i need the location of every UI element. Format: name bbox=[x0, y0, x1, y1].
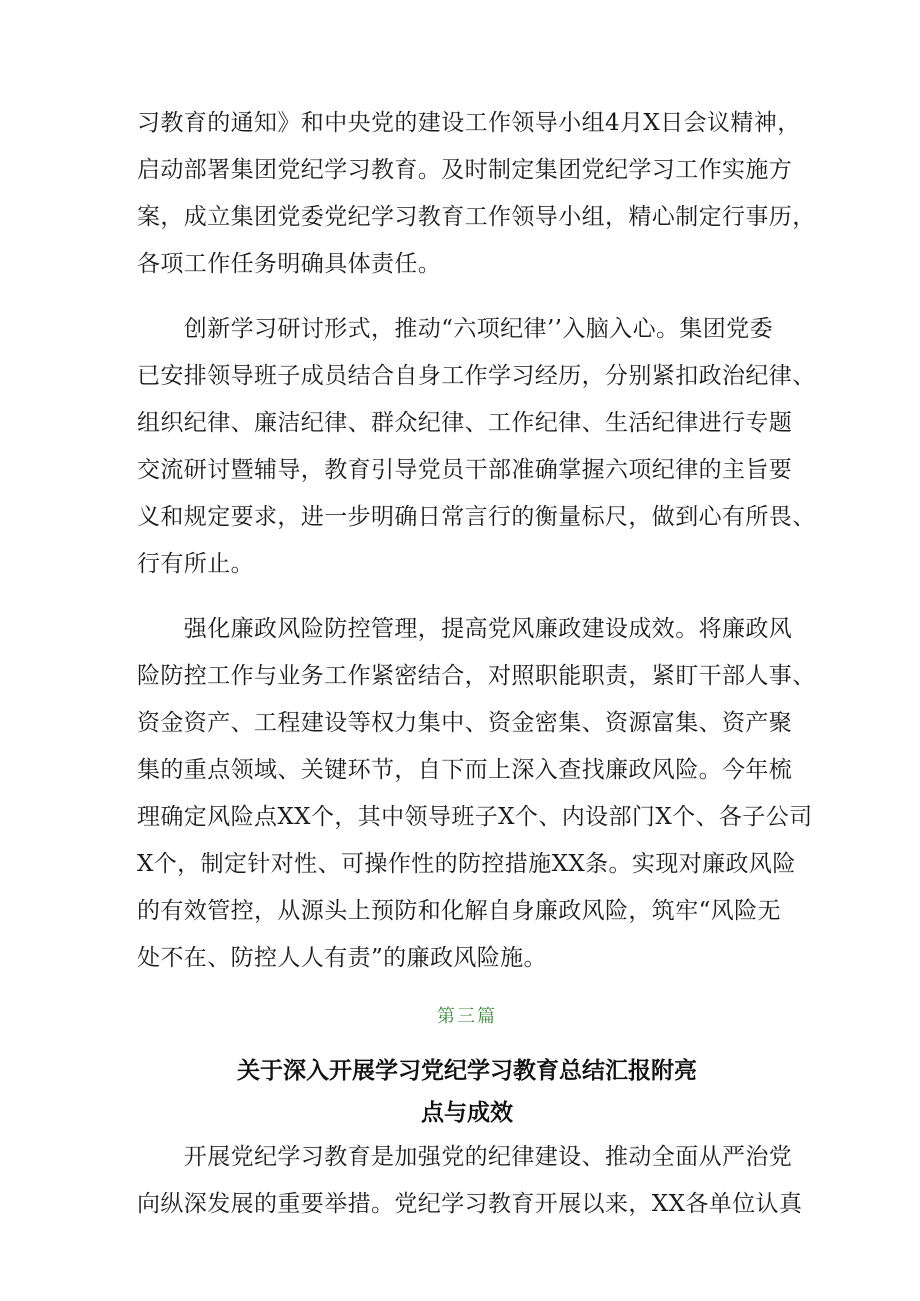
text-line: 向纵深发展的重要举措。党纪学习教育开展以来，XX各单位认真 bbox=[137, 1191, 803, 1217]
text-line: 启动部署集团党纪学习教育。及时制定集团党纪学习工作实施方 bbox=[137, 157, 793, 183]
text-line: 已安排领导班子成员结合自身工作学习经历，分别紧扣政治纪律、 bbox=[137, 363, 816, 389]
document-page bbox=[137, 100, 816, 1228]
text-line: 行有所止。 bbox=[137, 551, 254, 577]
text-line: 险防控工作与业务工作紧密结合，对照职能职责，紧盯干部人事、 bbox=[137, 663, 816, 689]
paragraph-2 bbox=[137, 306, 816, 588]
paragraph-gap bbox=[137, 982, 797, 1000]
text-line: 开展党纪学习教育是加强党的纪律建设、推动全面从严治党 bbox=[137, 1144, 793, 1170]
article-title bbox=[137, 1050, 797, 1134]
paragraph-4 bbox=[137, 1134, 803, 1228]
text-line: 各项工作任务明确具体责任。 bbox=[137, 251, 442, 277]
text-line: 的有效管控，从源头上预防和化解自身廉政风险，筑牢“风险无 bbox=[137, 898, 781, 924]
title-line: 点与成效 bbox=[421, 1100, 513, 1126]
paragraph-1 bbox=[137, 100, 816, 288]
text-line: 资金资产、工程建设等权力集中、资金密集、资源富集、资产聚 bbox=[137, 710, 793, 736]
text-line: 习教育的通知》和中央党的建设工作领导小组4月X日会议精神， bbox=[137, 110, 801, 136]
text-line: X个，制定针对性、可操作性的防控措施XX条。实现对廉政风险 bbox=[137, 851, 796, 877]
text-line: 交流研讨暨辅导，教育引导党员干部准确掌握六项纪律的主旨要 bbox=[137, 457, 793, 483]
paragraph-gap bbox=[137, 1032, 797, 1050]
text-line: 处不在、防控人人有责”的廉政风险施。 bbox=[137, 945, 547, 971]
text-line: 理确定风险点XX个，其中领导班子X个、内设部门X个、各子公司 bbox=[137, 804, 813, 830]
text-line: 强化廉政风险防控管理，提高党风廉政建设成效。将廉政风 bbox=[137, 616, 793, 642]
text-line: 组织纪律、廉洁纪律、群众纪律、工作纪律、生活纪律进行专题 bbox=[137, 410, 793, 436]
paragraph-gap bbox=[137, 588, 797, 606]
title-line: 关于深入开展学习党纪学习教育总结汇报附亮 bbox=[237, 1058, 697, 1084]
paragraph-3 bbox=[137, 606, 816, 982]
text-line: 集的重点领域、关键环节，自下而上深入查找廉政风险。今年梳 bbox=[137, 757, 793, 783]
section-label: 第三篇 bbox=[437, 1006, 497, 1027]
text-line: 创新学习研讨形式，推动“六项纪律’’入脑入心。集团党委 bbox=[137, 316, 773, 342]
paragraph-gap bbox=[137, 288, 797, 306]
text-line: 案，成立集团党委党纪学习教育工作领导小组，精心制定行事历， bbox=[137, 204, 816, 230]
text-line: 义和规定要求，进一步明确日常言行的衡量标尺，做到心有所畏、 bbox=[137, 504, 816, 530]
